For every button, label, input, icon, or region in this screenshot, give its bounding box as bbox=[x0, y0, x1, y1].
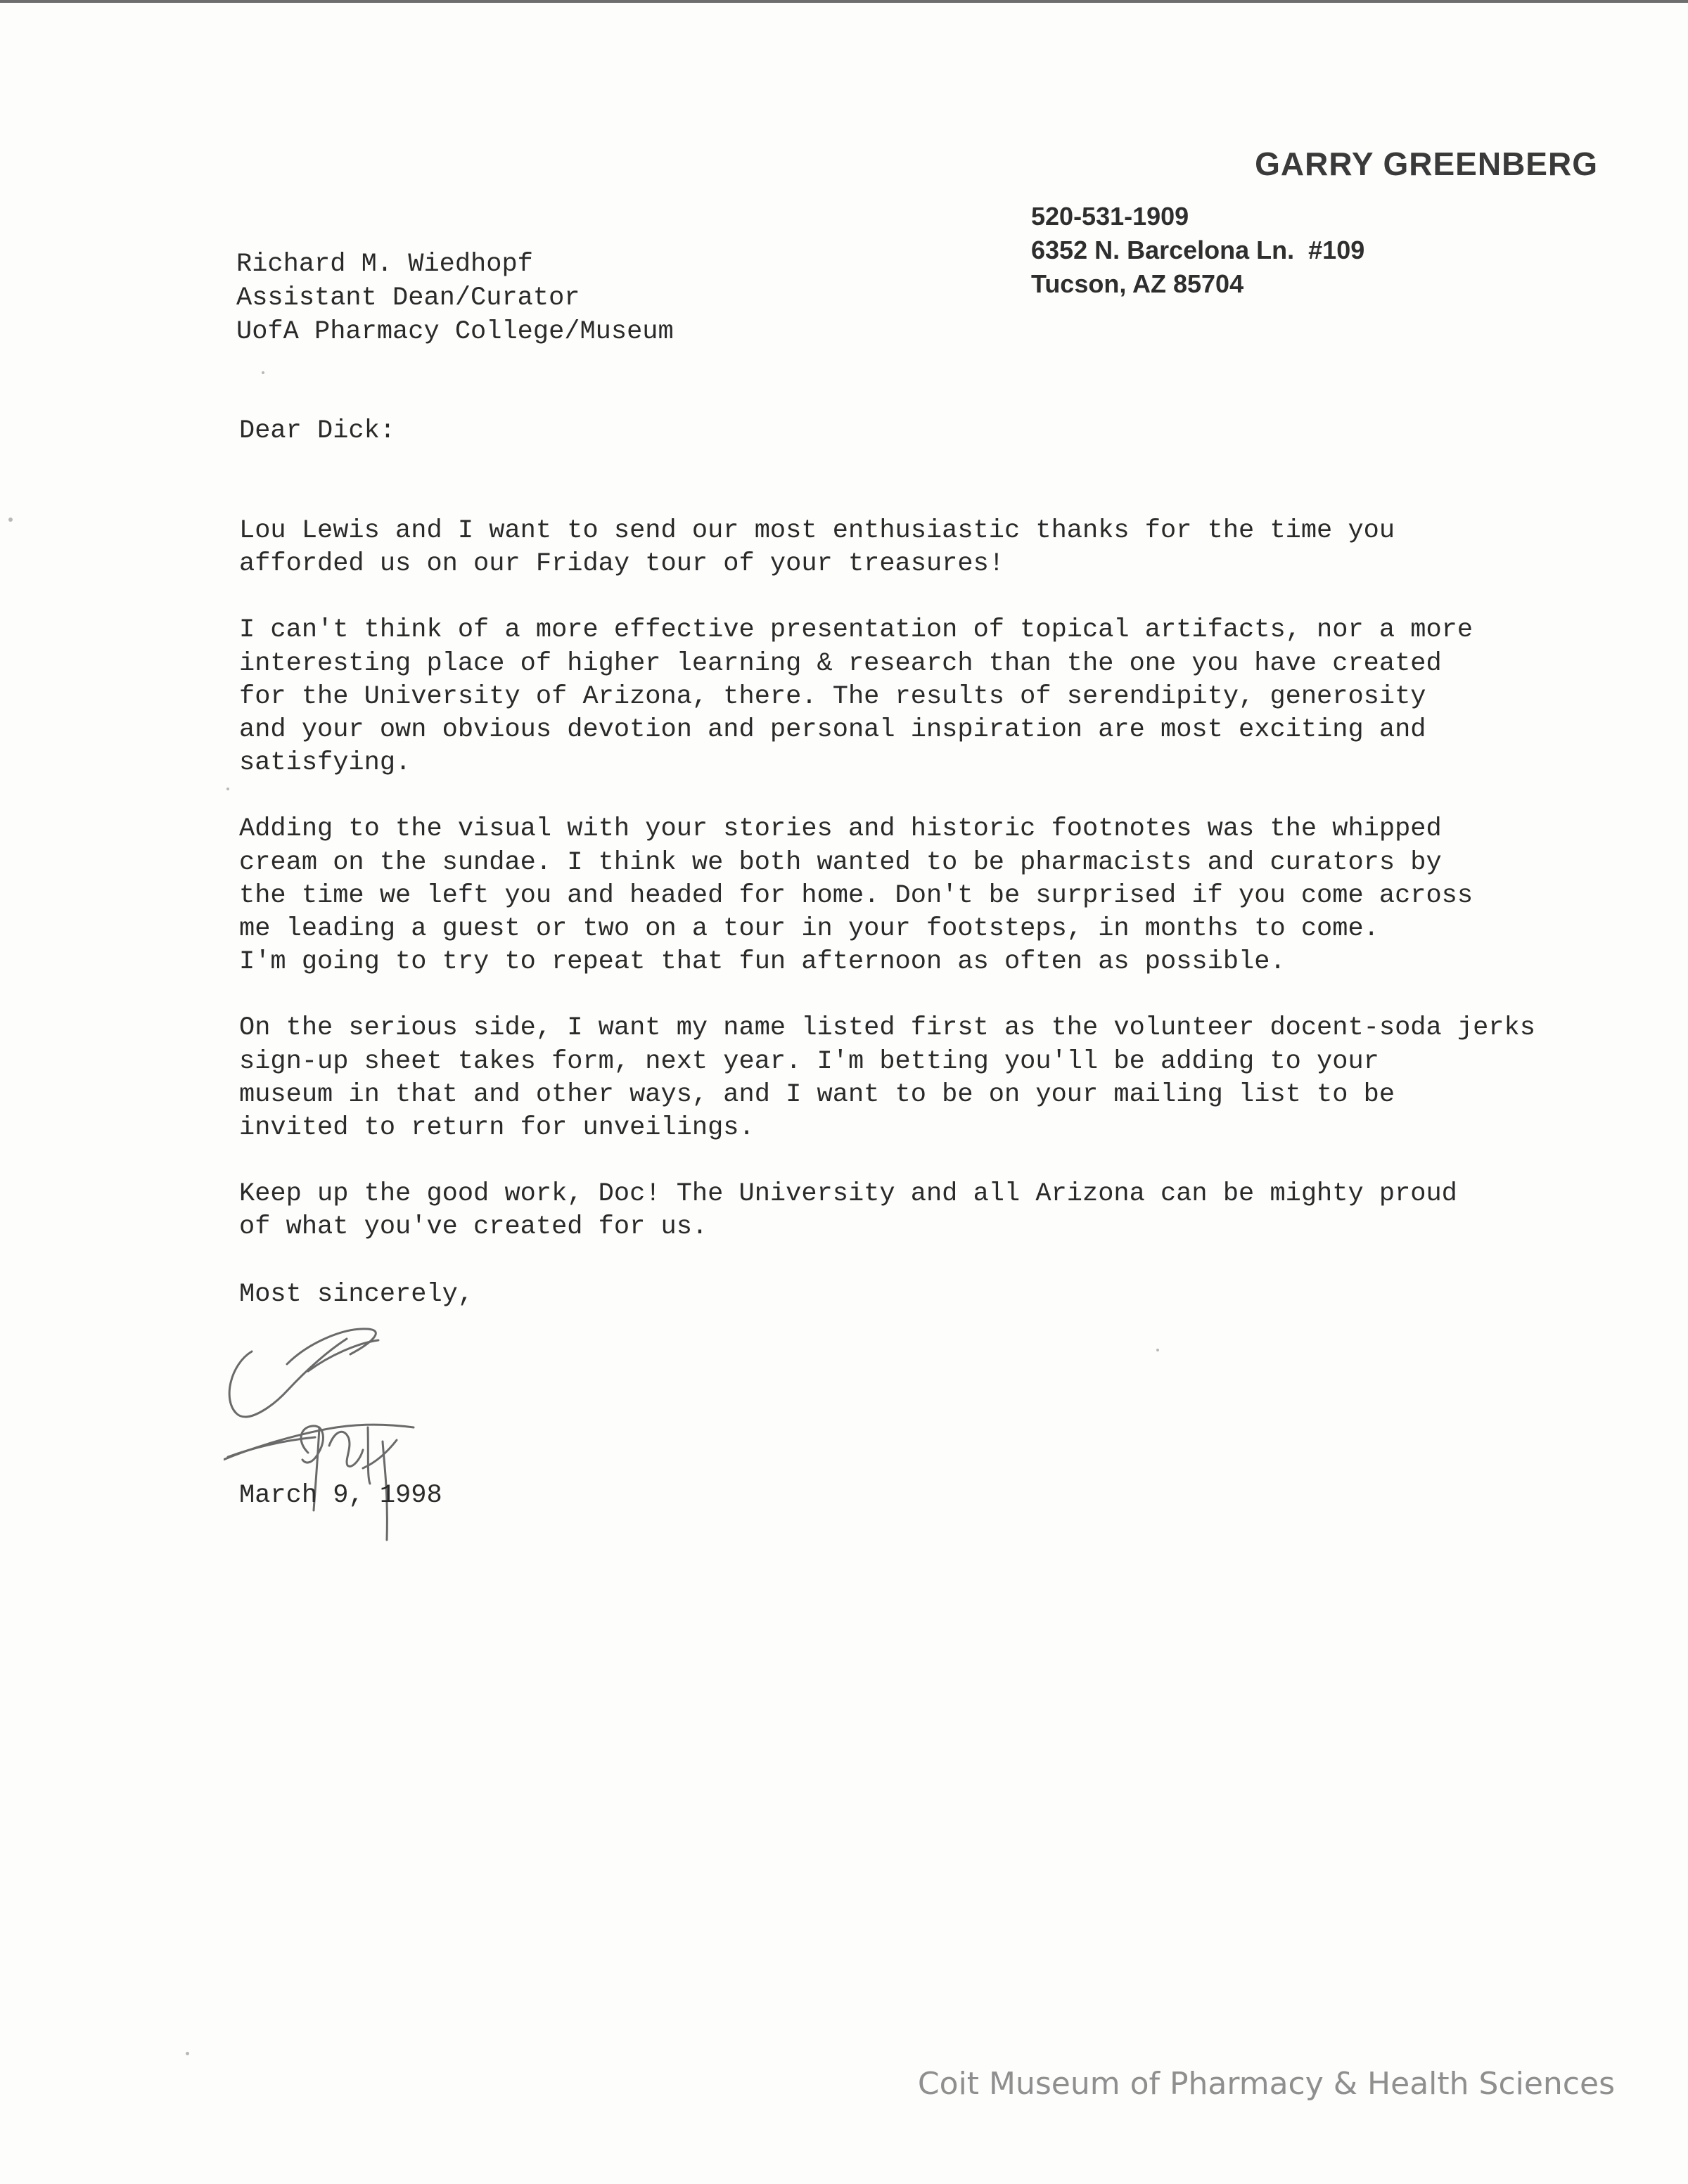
body-line: me leading a guest or two on a tour in your footsteps, in months to come. bbox=[239, 914, 1379, 944]
letterhead-phone: 520-531-1909 bbox=[1031, 202, 1189, 231]
salutation: Dear Dick: bbox=[239, 416, 396, 446]
scan-speck bbox=[226, 788, 229, 790]
body-line: I can't think of a more effective presentation of topical artifacts, nor a more bbox=[239, 615, 1473, 645]
body-line: for the University of Arizona, there. The results of serendipity, generosity bbox=[239, 681, 1426, 712]
recipient-line: UofA Pharmacy College/Museum bbox=[236, 317, 674, 347]
handwritten-signature bbox=[224, 1322, 491, 1554]
body-line: afforded us on our Friday tour of your treasures! bbox=[239, 549, 1004, 579]
body-line: invited to return for unveilings. bbox=[239, 1113, 755, 1143]
scan-speck bbox=[262, 371, 264, 374]
body-line: the time we left you and headed for home. Don't be surprised if you come across bbox=[239, 880, 1473, 911]
body-line: cream on the sundae. I think we both wanted to be pharmacists and curators by bbox=[239, 847, 1442, 878]
body-line: sign-up sheet takes form, next year. I'm betting you'll be adding to your bbox=[239, 1046, 1379, 1077]
closing: Most sincerely, bbox=[239, 1280, 474, 1309]
paragraph bbox=[239, 1178, 1632, 1244]
scan-speck bbox=[186, 2052, 189, 2055]
letterhead-contact bbox=[1031, 200, 1364, 301]
letterhead-street: 6352 N. Barcelona Ln. #109 bbox=[1031, 236, 1365, 264]
scan-speck bbox=[8, 518, 13, 522]
body-line: museum in that and other ways, and I want to be on your mailing list to be bbox=[239, 1079, 1395, 1110]
body-line: Lou Lewis and I want to send our most enthusiastic thanks for the time you bbox=[239, 516, 1395, 546]
paragraph bbox=[239, 1012, 1632, 1145]
recipient-address bbox=[236, 248, 674, 349]
letter-date: March 9, 1998 bbox=[239, 1481, 442, 1510]
paragraph bbox=[239, 515, 1632, 581]
body-line: I'm going to try to repeat that fun afternoon as often as possible. bbox=[239, 947, 1286, 977]
letter-body bbox=[239, 515, 1632, 1278]
body-line: Adding to the visual with your stories and historic footnotes was the whipped bbox=[239, 814, 1442, 844]
body-line: of what you've created for us. bbox=[239, 1212, 708, 1242]
letterhead-name: GARRY GREENBERG bbox=[1255, 146, 1598, 182]
archive-watermark: Coit Museum of Pharmacy & Health Sciences bbox=[917, 2066, 1615, 2102]
body-line: Keep up the good work, Doc! The University and all Arizona can be mighty proud bbox=[239, 1179, 1457, 1209]
scan-speck bbox=[1156, 1349, 1159, 1351]
paragraph bbox=[239, 614, 1632, 780]
body-line: and your own obvious devotion and personal inspiration are most exciting and bbox=[239, 715, 1426, 745]
top-edge-rule bbox=[0, 0, 1688, 3]
body-line: satisfying. bbox=[239, 748, 411, 778]
recipient-line: Assistant Dean/Curator bbox=[236, 283, 580, 313]
recipient-line: Richard M. Wiedhopf bbox=[236, 250, 533, 279]
body-line: On the serious side, I want my name listed first as the volunteer docent-soda jerks bbox=[239, 1013, 1535, 1043]
letterhead-city: Tucson, AZ 85704 bbox=[1031, 269, 1244, 298]
body-line: interesting place of higher learning & research than the one you have created bbox=[239, 648, 1442, 679]
paragraph bbox=[239, 813, 1632, 979]
